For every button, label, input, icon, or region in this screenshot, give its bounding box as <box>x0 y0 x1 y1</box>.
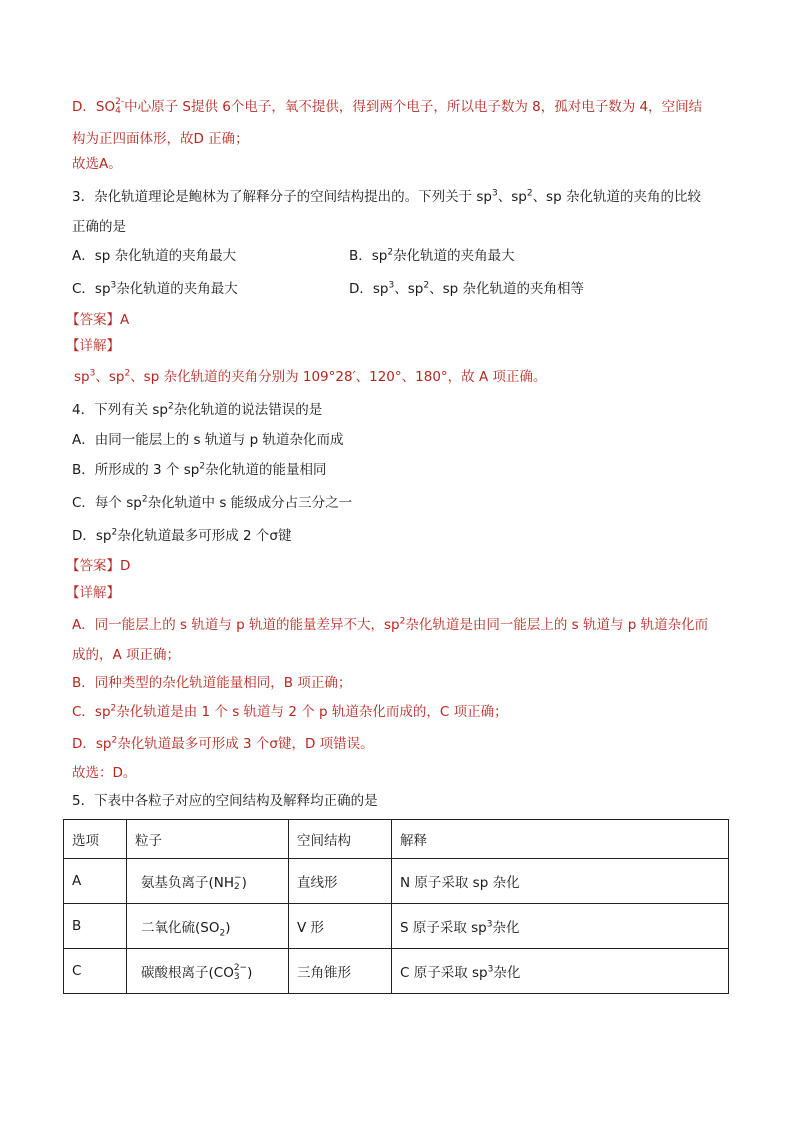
q3-option-c <box>72 280 238 298</box>
q3-d-c: 、sp 杂化轨道的夹角相等 <box>429 281 584 297</box>
explain-sup: 3 <box>486 919 493 930</box>
table-header-row <box>64 820 729 859</box>
explain-a: N 原子采取 sp 杂化 <box>400 875 520 891</box>
q4-answer-value: D <box>120 558 131 574</box>
particle-b: ) <box>241 874 247 891</box>
q3-stem-a: 3．杂化轨道理论是鲍林为了解释分子的空间结构提出的。下列关于 sp <box>72 189 492 205</box>
particle-sup: 2− <box>233 962 248 973</box>
q4-d-b: 杂化轨道最多可形成 2 个σ键 <box>117 528 292 544</box>
q4-detail-c <box>72 703 508 721</box>
particle-sub: 3 <box>233 971 240 982</box>
row-particle <box>127 859 289 904</box>
particle-b: ) <box>247 964 253 981</box>
explain-a: C 原子采取 sp <box>400 965 488 981</box>
q2-d-text-b: 中心原子 S提供 6个电子，氧不提供，得到两个电子，所以电子数为 8，孤对电子数为 4，空间结 <box>124 99 703 115</box>
q4-option-d <box>72 527 291 545</box>
q3-stem-sup2: 2 <box>526 188 533 199</box>
row-shape: 直线形 <box>289 859 392 904</box>
q4-stem-a: 4．下列有关 sp <box>72 402 168 418</box>
q2-d-text-a: D．SO <box>72 99 116 115</box>
q3-c-a: C．sp <box>72 281 111 297</box>
row-particle <box>127 949 289 994</box>
q4-answer-label: 【答案】 <box>66 558 120 574</box>
q3-d-sup1: 3 <box>388 280 395 291</box>
header-option: 选项 <box>64 820 127 859</box>
q3-stem-line1 <box>72 188 701 206</box>
q3-option-a: A．sp 杂化轨道的夹角最大 <box>72 248 237 264</box>
header-shape: 空间结构 <box>289 820 392 859</box>
row-particle <box>127 904 289 949</box>
q3-d-a: D．sp <box>349 281 389 297</box>
q4-detail-a-line2: 成的，A 项正确； <box>72 647 181 663</box>
q3-option-b <box>349 247 515 265</box>
row-option: B <box>64 904 127 949</box>
q4-c-a: C．每个 sp <box>72 495 142 511</box>
q3-stem-sup1: 3 <box>491 188 498 199</box>
q4-conclusion: 故选：D。 <box>72 765 137 781</box>
row-option: C <box>64 949 127 994</box>
q4-detail-label: 【详解】 <box>66 585 120 601</box>
particle-a: 碳酸根离子(CO <box>141 964 234 981</box>
q3-detail-a: sp <box>74 369 90 385</box>
q4-c-sup: 2 <box>141 494 148 505</box>
q4-dd-sup: 2 <box>111 735 118 746</box>
q3-c-b: 杂化轨道的夹角最大 <box>116 281 238 297</box>
q3-answer-label: 【答案】 <box>66 312 120 328</box>
q3-answer <box>66 311 129 329</box>
q4-da-b: 杂化轨道是由同一能层上的 s 轨道与 p 轨道杂化而 <box>405 617 709 633</box>
q4-da-sup: 2 <box>399 616 406 627</box>
q4-b-a: B．所形成的 3 个 sp <box>72 462 200 478</box>
table-row <box>64 949 729 994</box>
q4-d-sup: 2 <box>111 527 118 538</box>
q4-detail-d <box>72 735 374 753</box>
q3-detail <box>74 368 547 386</box>
q3-detail-label: 【详解】 <box>66 338 120 354</box>
row-explanation <box>392 859 729 904</box>
q3-d-sup2: 2 <box>423 280 430 291</box>
particle-sub: 2 <box>219 928 226 939</box>
q5-table <box>63 819 729 994</box>
explain-b: 杂化 <box>493 965 521 981</box>
q3-detail-c: 、sp 杂化轨道的夹角分别为 109°28′、120°、180°，故 A 项正确。 <box>130 369 547 385</box>
sulfate-charge: 2- <box>115 97 125 107</box>
header-explanation: 解释 <box>392 820 729 859</box>
particle-sup: − <box>234 872 242 883</box>
q4-stem-b: 杂化轨道的说法错误的是 <box>173 402 323 418</box>
row-option: A <box>64 859 127 904</box>
q4-answer <box>66 557 130 575</box>
q4-detail-a-line1 <box>72 616 708 634</box>
q4-option-b <box>72 461 327 479</box>
q3-d-b: 、sp <box>394 281 424 297</box>
explain-a: S 原子采取 sp <box>400 920 487 936</box>
table-row <box>64 904 729 949</box>
q3-stem-line2: 正确的是 <box>72 219 126 235</box>
q3-detail-sup1: 3 <box>89 368 96 379</box>
explain-sup: 3 <box>487 964 494 975</box>
q4-dc-sup: 2 <box>110 703 117 714</box>
explain-b: 杂化 <box>492 920 520 936</box>
row-explanation <box>392 949 729 994</box>
row-shape: V 形 <box>289 904 392 949</box>
q4-b-b: 杂化轨道的能量相同 <box>205 462 327 478</box>
q4-dc-a: C．sp <box>72 704 111 720</box>
q3-stem-c: 、sp 杂化轨道的夹角的比较 <box>532 189 701 205</box>
q3-b-sup: 2 <box>387 247 394 258</box>
q4-c-b: 杂化轨道中 s 能级成分占三分之一 <box>147 495 353 511</box>
q3-detail-sup2: 2 <box>124 368 131 379</box>
q3-b-b: 杂化轨道的夹角最大 <box>393 248 515 264</box>
q3-answer-value: A <box>120 312 130 328</box>
row-shape: 三角锥形 <box>289 949 392 994</box>
q4-detail-b: B．同种类型的杂化轨道能量相同，B 项正确； <box>72 675 352 691</box>
sulfate-subscript: 4 <box>115 106 121 116</box>
q4-dc-b: 杂化轨道是由 1 个 s 轨道与 2 个 p 轨道杂化而成的，C 项正确； <box>116 704 508 720</box>
q4-dd-b: 杂化轨道最多可形成 3 个σ键，D 项错误。 <box>117 736 374 752</box>
particle-b: ) <box>225 920 231 936</box>
q4-b-sup: 2 <box>199 461 206 472</box>
table-row <box>64 859 729 904</box>
q4-option-a: A．由同一能层上的 s 轨道与 p 轨道杂化而成 <box>72 432 344 448</box>
q3-c-sup: 3 <box>110 280 117 291</box>
q4-da-a: A．同一能层上的 s 轨道与 p 轨道的能量差异不大，sp <box>72 617 400 633</box>
particle-sub: 2 <box>234 881 240 892</box>
q3-option-d <box>349 280 584 298</box>
q4-option-c <box>72 494 352 512</box>
header-particle: 粒子 <box>127 820 289 859</box>
particle-a: 氨基负离子(NH <box>141 874 235 891</box>
q2-conclusion: 故选A。 <box>72 156 122 172</box>
q4-stem <box>72 401 322 419</box>
particle-a: 二氧化硫(SO <box>141 920 220 936</box>
q4-stem-sup: 2 <box>167 401 174 412</box>
q3-detail-b: 、sp <box>95 369 125 385</box>
q3-b-a: B．sp <box>349 248 388 264</box>
q2-option-d-line2: 构为正四面体形，故D 正确； <box>72 131 249 147</box>
q4-dd-a: D．sp <box>72 736 112 752</box>
row-explanation <box>392 904 729 949</box>
q3-stem-b: 、sp <box>497 189 527 205</box>
q2-option-d-line1 <box>72 98 702 116</box>
q4-d-a: D．sp <box>72 528 112 544</box>
q5-stem: 5．下表中各粒子对应的空间结构及解释均正确的是 <box>72 793 378 809</box>
